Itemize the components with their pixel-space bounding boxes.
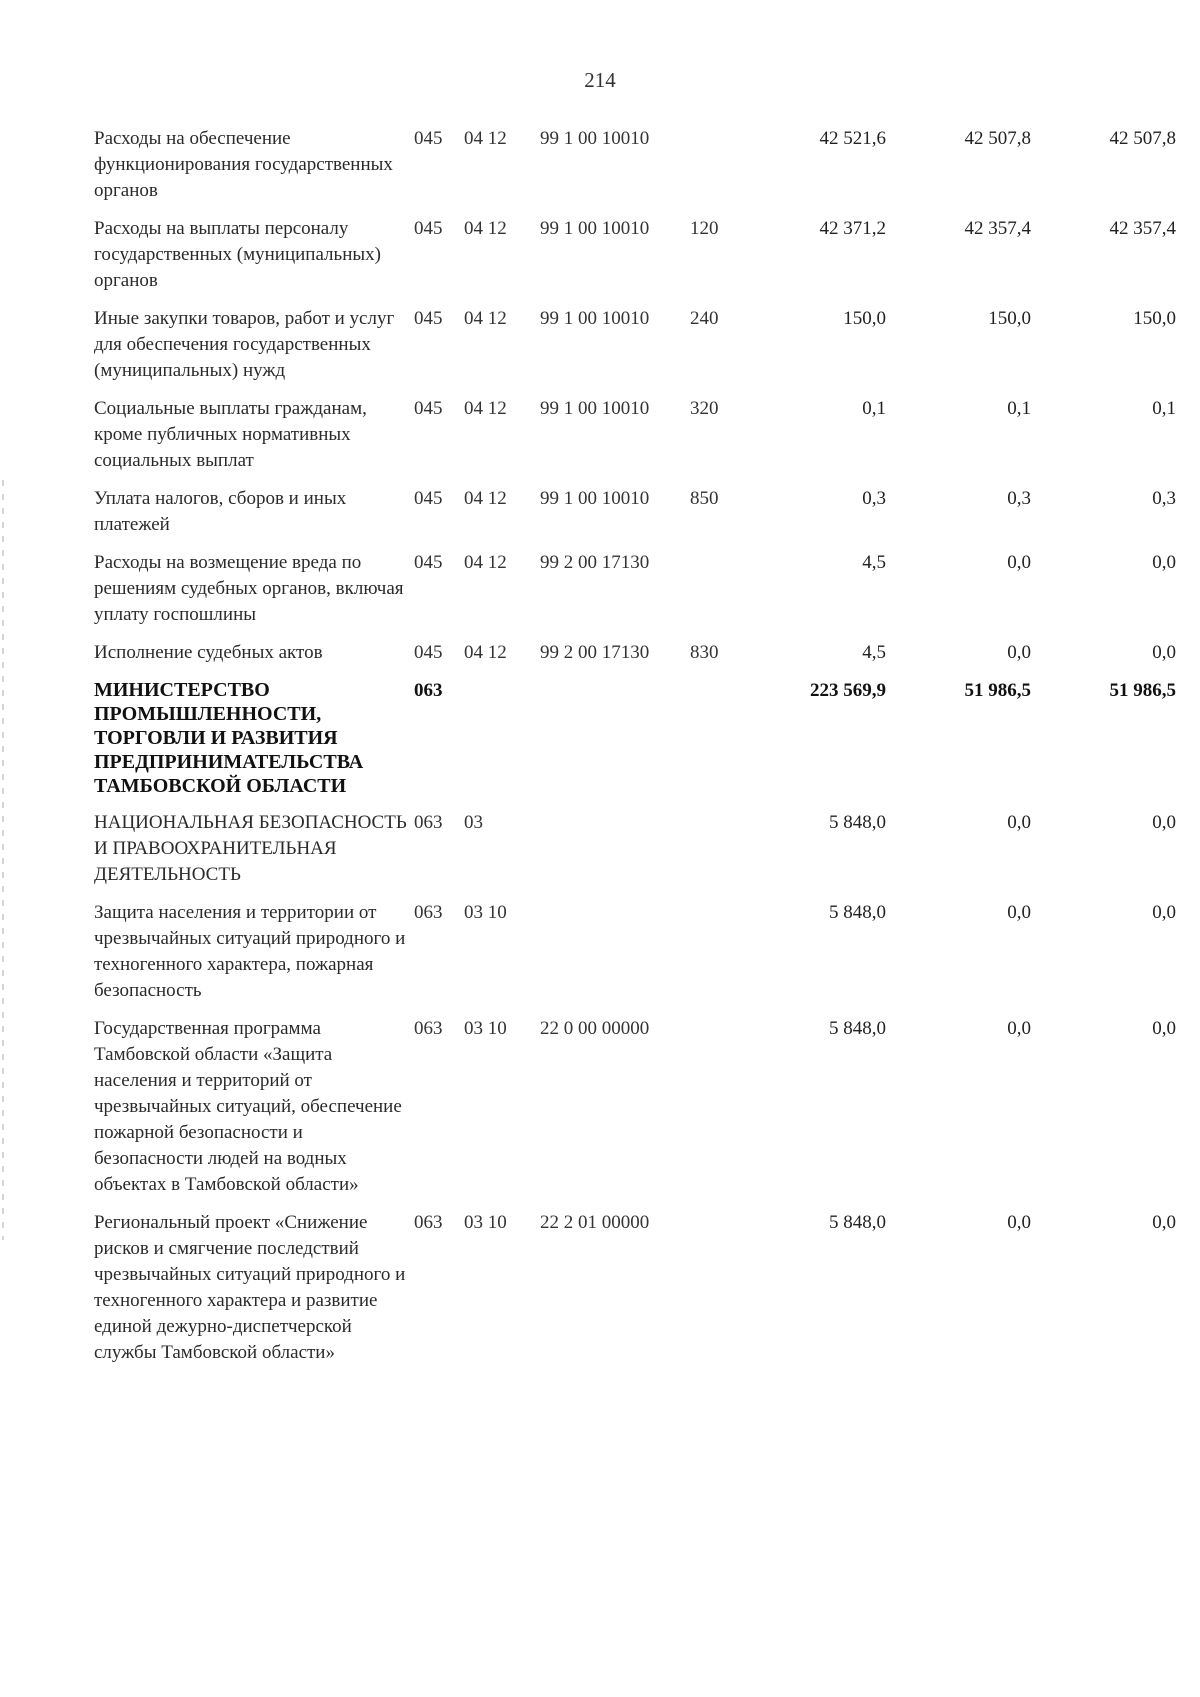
row-name: Социальные выплаты гражданам, кроме публичных нормативных социальных выплат xyxy=(94,398,367,471)
row-name: Расходы на возмещение вреда по решениям судебных органов, включая уплату госпошлины xyxy=(94,552,404,625)
row-name: Иные закупки товаров, работ и услуг для обеспечения государственных (муниципальных) нужд xyxy=(94,308,395,381)
table-body xyxy=(94,126,1176,1378)
value-1: 4,5 xyxy=(862,642,886,663)
ministry-code: 063 xyxy=(414,812,443,833)
value-2: 0,0 xyxy=(1007,552,1031,573)
ministry-code: 045 xyxy=(414,218,443,239)
table-row xyxy=(94,126,1176,216)
value-3: 0,1 xyxy=(1152,398,1176,419)
section-code xyxy=(464,678,540,810)
page-number: 214 xyxy=(584,68,616,92)
section-code: 03 xyxy=(464,812,483,833)
table-row xyxy=(94,1016,1176,1210)
row-name: МИНИСТЕРСТВО ПРОМЫШЛЕННОСТИ, ТОРГОВЛИ И РАЗВИТИЯ ПРЕДПРИНИМАТЕЛЬСТВА ТАМБОВСКОЙ ОБЛАСТИ xyxy=(94,679,364,797)
row-name: Государственная программа Тамбовской области «Защита населения и территорий от чрезвычайных ситуаций, обеспечение пожарной безопасности и безопасности людей на водных объектах в Тамбовской области» xyxy=(94,1018,402,1195)
expense-code xyxy=(690,900,740,1016)
value-3: 42 357,4 xyxy=(1109,218,1176,239)
row-name: Расходы на обеспечение функционирования государственных органов xyxy=(94,128,393,201)
value-1: 5 848,0 xyxy=(829,902,886,923)
table-row xyxy=(94,396,1176,486)
ministry-code: 045 xyxy=(414,552,443,573)
ministry-code: 063 xyxy=(414,680,443,701)
ministry-code: 045 xyxy=(414,488,443,509)
value-2: 0,0 xyxy=(1007,642,1031,663)
value-2: 0,0 xyxy=(1007,812,1031,833)
value-2: 51 986,5 xyxy=(964,680,1031,701)
section-code: 04 12 xyxy=(464,218,507,239)
row-name: Расходы на выплаты персоналу государственных (муниципальных) органов xyxy=(94,218,381,291)
target-code: 22 2 01 00000 xyxy=(540,1212,650,1233)
expense-code xyxy=(690,550,740,640)
section-code: 04 12 xyxy=(464,128,507,149)
value-2: 0,3 xyxy=(1007,488,1031,509)
table-row xyxy=(94,550,1176,640)
table-row xyxy=(94,306,1176,396)
expense-code: 240 xyxy=(690,308,719,329)
value-2: 150,0 xyxy=(988,308,1031,329)
target-code: 22 0 00 00000 xyxy=(540,1018,650,1039)
target-code: 99 1 00 10010 xyxy=(540,218,650,239)
expense-code: 320 xyxy=(690,398,719,419)
ministry-code: 045 xyxy=(414,308,443,329)
ministry-code: 045 xyxy=(414,642,443,663)
table-row xyxy=(94,900,1176,1016)
row-name: Региональный проект «Снижение рисков и смягчение последствий чрезвычайных ситуаций природного и техногенного характера и развитие единой дежурно-диспетчерской службы Тамбовской области» xyxy=(94,1212,406,1363)
value-1: 5 848,0 xyxy=(829,1212,886,1233)
table-row xyxy=(94,1210,1176,1378)
target-code xyxy=(540,678,690,810)
scan-edge-mark xyxy=(2,480,4,1240)
target-code: 99 1 00 10010 xyxy=(540,488,650,509)
value-1: 5 848,0 xyxy=(829,812,886,833)
expense-code: 850 xyxy=(690,488,719,509)
target-code xyxy=(540,810,690,900)
target-code xyxy=(540,900,690,1016)
table-row xyxy=(94,216,1176,306)
value-3: 0,0 xyxy=(1152,642,1176,663)
section-code: 03 10 xyxy=(464,1018,507,1039)
value-3: 0,0 xyxy=(1152,902,1176,923)
row-name: НАЦИОНАЛЬНАЯ БЕЗОПАСНОСТЬ И ПРАВООХРАНИТЕЛЬНАЯ ДЕЯТЕЛЬНОСТЬ xyxy=(94,812,407,885)
value-2: 0,0 xyxy=(1007,1018,1031,1039)
ministry-code: 045 xyxy=(414,128,443,149)
ministry-code: 063 xyxy=(414,1018,443,1039)
row-name: Исполнение судебных актов xyxy=(94,642,323,663)
expense-code xyxy=(690,126,740,216)
value-3: 0,0 xyxy=(1152,1018,1176,1039)
ministry-code: 045 xyxy=(414,398,443,419)
value-2: 0,0 xyxy=(1007,1212,1031,1233)
target-code: 99 1 00 10010 xyxy=(540,398,650,419)
expense-code xyxy=(690,678,740,810)
table-row-ministry xyxy=(94,678,1176,810)
target-code: 99 1 00 10010 xyxy=(540,128,650,149)
ministry-code: 063 xyxy=(414,902,443,923)
section-code: 04 12 xyxy=(464,488,507,509)
value-2: 0,1 xyxy=(1007,398,1031,419)
section-code: 04 12 xyxy=(464,552,507,573)
value-1: 4,5 xyxy=(862,552,886,573)
section-code: 04 12 xyxy=(464,308,507,329)
value-3: 0,0 xyxy=(1152,552,1176,573)
value-3: 42 507,8 xyxy=(1109,128,1176,149)
row-name: Уплата налогов, сборов и иных платежей xyxy=(94,488,347,535)
expense-code xyxy=(690,1016,740,1210)
table-row xyxy=(94,810,1176,900)
value-3: 0,3 xyxy=(1152,488,1176,509)
expense-code xyxy=(690,1210,740,1378)
section-code: 04 12 xyxy=(464,642,507,663)
value-2: 0,0 xyxy=(1007,902,1031,923)
value-1: 0,3 xyxy=(862,488,886,509)
section-code: 03 10 xyxy=(464,1212,507,1233)
value-3: 51 986,5 xyxy=(1109,680,1176,701)
expense-code: 830 xyxy=(690,642,719,663)
table-row xyxy=(94,640,1176,678)
value-1: 223 569,9 xyxy=(810,680,886,701)
table-row xyxy=(94,486,1176,550)
target-code: 99 1 00 10010 xyxy=(540,308,650,329)
value-3: 0,0 xyxy=(1152,1212,1176,1233)
section-code: 03 10 xyxy=(464,902,507,923)
value-1: 42 521,6 xyxy=(819,128,886,149)
expense-code xyxy=(690,810,740,900)
expense-code: 120 xyxy=(690,218,719,239)
value-1: 42 371,2 xyxy=(819,218,886,239)
target-code: 99 2 00 17130 xyxy=(540,642,650,663)
value-2: 42 507,8 xyxy=(964,128,1031,149)
value-2: 42 357,4 xyxy=(964,218,1031,239)
value-3: 0,0 xyxy=(1152,812,1176,833)
ministry-code: 063 xyxy=(414,1212,443,1233)
target-code: 99 2 00 17130 xyxy=(540,552,650,573)
row-name: Защита населения и территории от чрезвычайных ситуаций природного и техногенного характера, пожарная безопасность xyxy=(94,902,406,1001)
value-1: 5 848,0 xyxy=(829,1018,886,1039)
value-3: 150,0 xyxy=(1133,308,1176,329)
section-code: 04 12 xyxy=(464,398,507,419)
budget-table xyxy=(94,126,1176,1378)
value-1: 150,0 xyxy=(843,308,886,329)
value-1: 0,1 xyxy=(862,398,886,419)
